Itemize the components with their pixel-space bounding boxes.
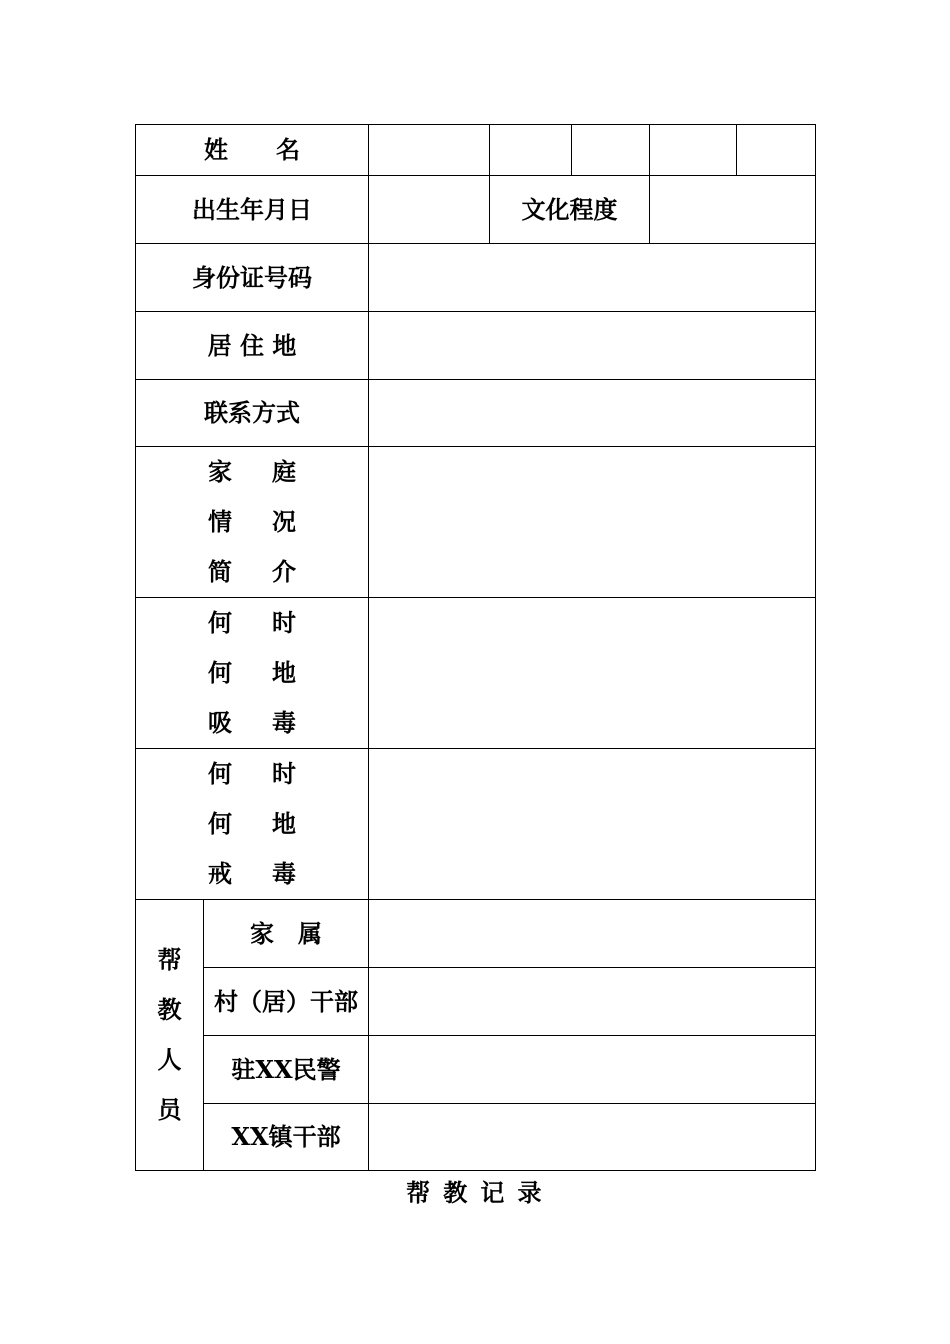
drug-use-label-char: 地 — [272, 658, 296, 687]
helper-police-value-cell[interactable] — [369, 1036, 816, 1104]
helper-town-cadre-label: XX镇干部 — [204, 1104, 369, 1171]
assistance-record-title: 帮 教 记 录 — [406, 1178, 544, 1207]
row-helper-village — [136, 968, 816, 1036]
rehab-label-char: 时 — [272, 759, 296, 788]
helper-village-cadre-value-cell[interactable] — [369, 968, 816, 1036]
name-extra-cell-4[interactable] — [737, 125, 816, 176]
drug-use-label-char: 何 — [208, 658, 232, 687]
name-value-cell[interactable] — [369, 125, 490, 176]
family-label-char: 情 — [208, 507, 232, 536]
helpers-group-char: 人 — [157, 1045, 182, 1074]
drug-use-label-char: 时 — [272, 608, 296, 637]
row-contact — [136, 380, 816, 447]
name-label: 姓 名 — [136, 125, 369, 176]
rehab-label-char: 毒 — [272, 859, 296, 888]
helper-police-label: 驻XX民警 — [204, 1036, 369, 1104]
rehab-label-char: 戒 — [208, 859, 232, 888]
id-value-cell[interactable] — [369, 244, 816, 312]
drug-use-label-char: 毒 — [272, 708, 296, 737]
birth-label: 出生年月日 — [136, 176, 369, 244]
id-label: 身份证号码 — [136, 244, 369, 312]
rehab-value-cell[interactable] — [369, 749, 816, 900]
row-rehab — [136, 749, 816, 900]
helper-village-cadre-label: 村（居）干部 — [204, 968, 369, 1036]
helpers-group-char: 员 — [157, 1095, 182, 1124]
helpers-group-char: 教 — [157, 995, 182, 1024]
name-extra-cell-3[interactable] — [650, 125, 737, 176]
drug-use-label-char: 何 — [208, 608, 232, 637]
row-name — [136, 125, 816, 176]
drug-use-label-char: 吸 — [208, 708, 232, 737]
row-id — [136, 244, 816, 312]
helper-town-cadre-value-cell[interactable] — [369, 1104, 816, 1171]
row-drug-use — [136, 598, 816, 749]
helpers-group-char: 帮 — [157, 945, 182, 974]
drug-use-value-cell[interactable] — [369, 598, 816, 749]
family-label-char: 况 — [272, 507, 296, 536]
helper-family-member-value-cell[interactable] — [369, 900, 816, 968]
rehab-label-char: 地 — [272, 809, 296, 838]
row-helper-family — [136, 900, 816, 968]
name-extra-cell-1[interactable] — [490, 125, 572, 176]
birth-value-cell[interactable] — [369, 176, 490, 244]
assistance-form-table — [135, 124, 816, 1171]
education-label: 文化程度 — [490, 176, 650, 244]
helpers-group-label — [136, 900, 204, 1171]
rehab-label-char: 何 — [208, 759, 232, 788]
name-extra-cell-2[interactable] — [572, 125, 650, 176]
family-label-char: 介 — [272, 557, 296, 586]
rehab-label-char: 何 — [208, 809, 232, 838]
drug-use-label — [136, 598, 369, 749]
rehab-label — [136, 749, 369, 900]
row-birth-education — [136, 176, 816, 244]
education-value-cell[interactable] — [650, 176, 816, 244]
contact-label: 联系方式 — [136, 380, 369, 447]
family-label-char: 庭 — [272, 457, 296, 486]
family-label-char: 简 — [208, 557, 232, 586]
row-helper-police — [136, 1036, 816, 1104]
contact-value-cell[interactable] — [369, 380, 816, 447]
helper-family-member-label: 家 属 — [204, 900, 369, 968]
family-label-char: 家 — [208, 457, 232, 486]
residence-value-cell[interactable] — [369, 312, 816, 380]
row-helper-town — [136, 1104, 816, 1171]
row-family — [136, 447, 816, 598]
residence-label: 居 住 地 — [136, 312, 369, 380]
row-residence — [136, 312, 816, 380]
family-label — [136, 447, 369, 598]
family-value-cell[interactable] — [369, 447, 816, 598]
